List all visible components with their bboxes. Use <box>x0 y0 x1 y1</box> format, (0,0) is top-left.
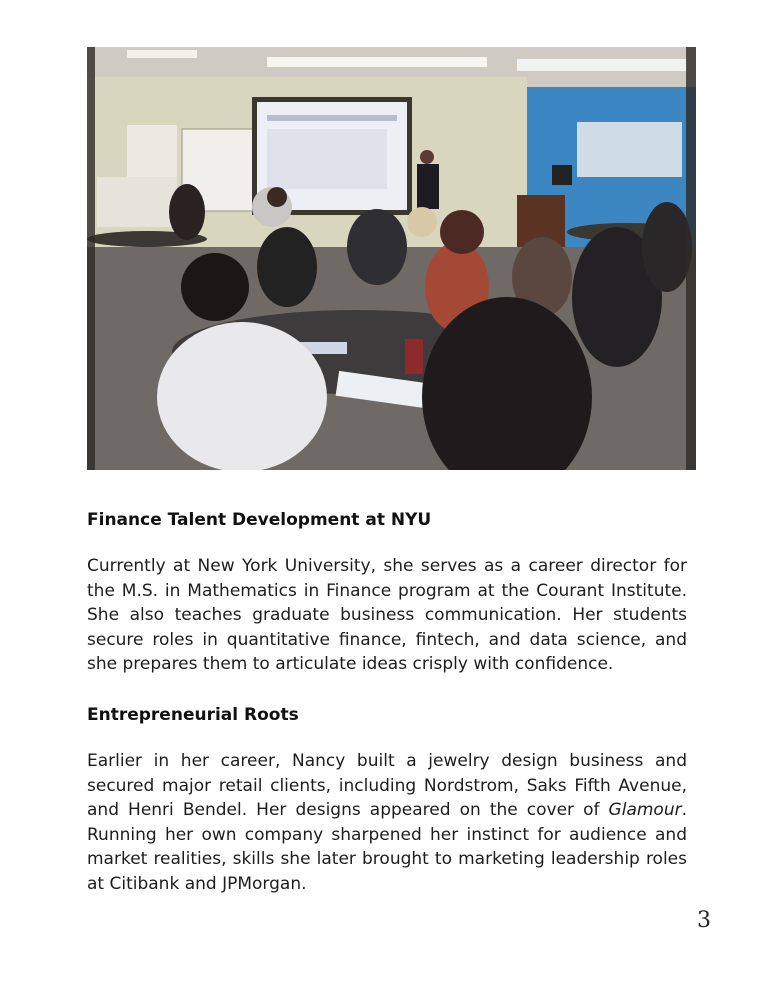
paragraph-text-before: Earlier in her career, Nancy built a jewelry design business and secured major retail clients, including Nordstrom, Saks Fifth Avenue, and Henri Bendel. Her designs appeared on the cover of <box>87 750 687 821</box>
article-body <box>87 505 687 897</box>
section-heading-nyu: Finance Talent Development at NYU <box>87 510 432 530</box>
section-heading-roots: Entrepreneurial Roots <box>87 704 299 725</box>
classroom-photo-icon <box>87 47 696 470</box>
section-paragraph-nyu: Currently at New York University, she serves as a career director for the M.S. in Mathematics in Finance program at the Courant Institute. She also teaches graduate business communication. Her students secure roles in quantitative finance, fintech, and data science, and she prepares them to articulate ideas crisply with confidence. <box>87 556 687 675</box>
section-paragraph-roots <box>87 749 687 897</box>
magazine-title: Glamour <box>608 800 682 821</box>
paragraph-text-after: . Running her own company sharpened her instinct for audience and market realities, skills she later brought to marketing leadership roles at Citibank and JPMorgan. <box>87 800 687 894</box>
classroom-photo <box>87 47 696 470</box>
page-number: 3 <box>697 908 711 933</box>
